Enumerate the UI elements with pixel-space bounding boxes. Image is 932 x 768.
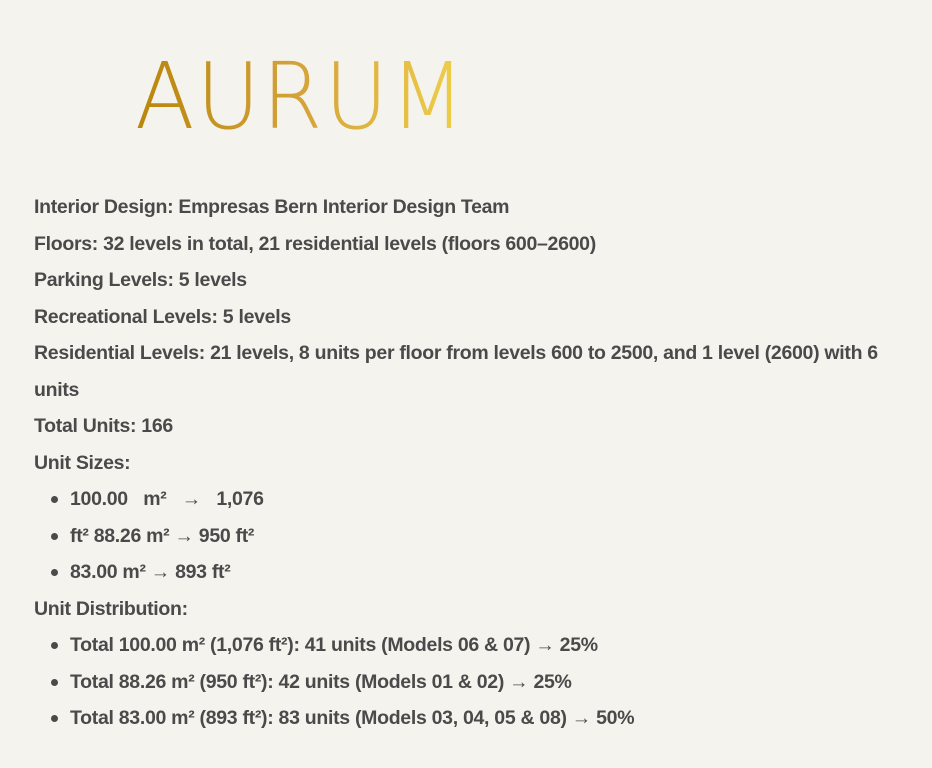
unit-sizes-list — [34, 481, 914, 591]
interior-design-line: Interior Design: Empresas Bern Interior Design Team — [34, 196, 510, 218]
project-details — [34, 189, 914, 737]
list-item: ft² 88.26 m² → 950 ft² — [70, 518, 914, 555]
unit-distribution-list — [34, 627, 914, 737]
logo-text: AURUM — [135, 43, 467, 142]
list-item: Total 100.00 m² (1,076 ft²): 41 units (Models 06 & 07) → 25% — [70, 627, 914, 664]
residential-line: Residential Levels: 21 levels, 8 units per floor from levels 600 to 2500, and 1 level (2600) with 6 units — [34, 342, 878, 401]
list-item: Total 83.00 m² (893 ft²): 83 units (Models 03, 04, 05 & 08) → 50% — [70, 700, 914, 737]
unit-distribution-heading: Unit Distribution: — [34, 597, 188, 620]
total-units-line: Total Units: 166 — [34, 415, 173, 437]
floors-line: Floors: 32 levels in total, 21 residential levels (floors 600–2600) — [34, 232, 596, 255]
list-item: 83.00 m² → 893 ft² — [70, 554, 914, 591]
unit-sizes-heading: Unit Sizes: — [34, 451, 131, 474]
list-item: Total 88.26 m² (950 ft²): 42 units (Models 01 & 02) → 25% — [70, 664, 914, 701]
list-item: 100.00 m² → 1,076 — [70, 481, 914, 518]
parking-line: Parking Levels: 5 levels — [34, 269, 247, 291]
recreational-line: Recreational Levels: 5 levels — [34, 305, 291, 328]
aurum-logo — [135, 42, 475, 142]
